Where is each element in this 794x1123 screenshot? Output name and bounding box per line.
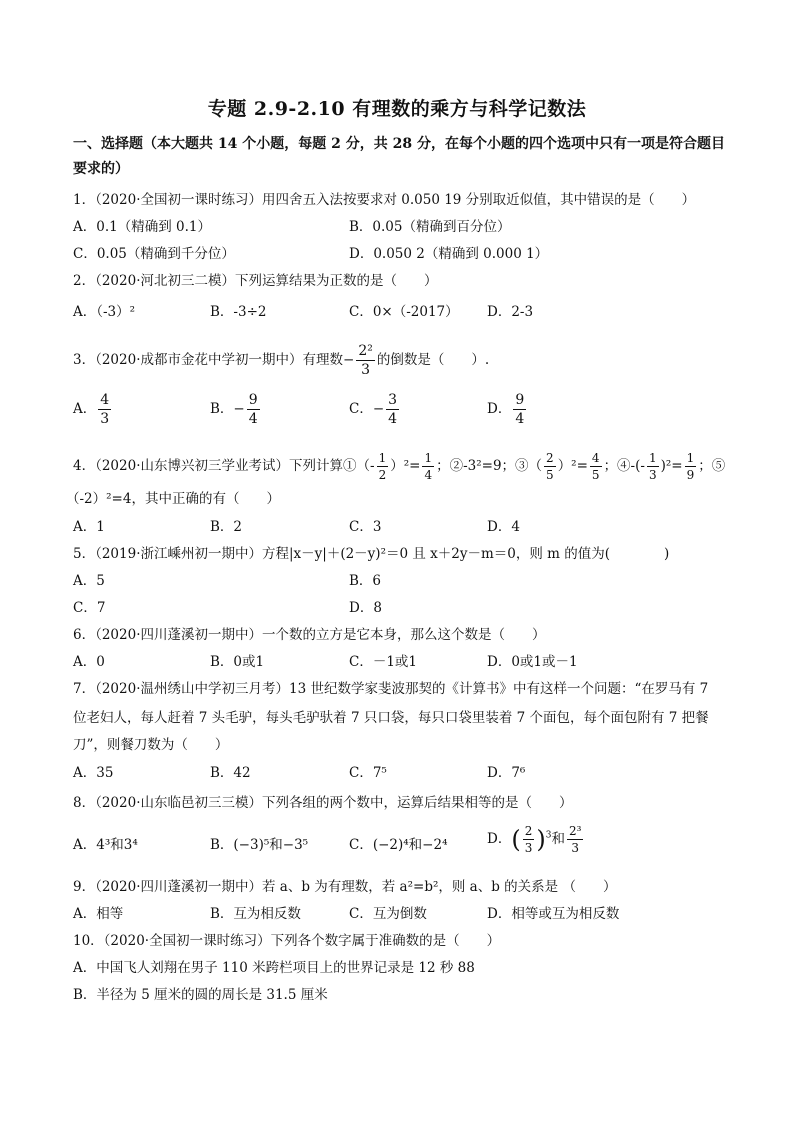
question-7-line-1: 7．（2020·温州绣山中学初三月考）13 世纪数学家斐波那契的《计算书》中有这样一个问题：“在罗马有 7 xyxy=(73,681,709,697)
question-7-line-2: 位老妇人，每人赶着 7 头毛驴，每头毛驴驮着 7 只口袋，每只口袋里装着 7 个面包，每个面包附有 7 把餐 xyxy=(73,710,709,726)
q1-option-c: C．0.05（精确到千分位） xyxy=(73,246,235,262)
question-3-stem: 3．（2020·成都市金花中学初一期中）有理数− $\frac{\text{2²}}{3}$ 的倒数是（ ）. xyxy=(73,343,490,378)
q8-option-a: A．4³和3⁴ xyxy=(73,837,138,853)
q6-option-b: B．0或1 xyxy=(210,654,265,670)
question-7-line-3: 刀”，则餐刀数为（ ） xyxy=(73,737,229,753)
q1-option-d: D．0.050 2（精确到 0.000 1） xyxy=(349,246,549,262)
question-2-stem: 2．（2020·河北初三二模）下列运算结果为正数的是（ ） xyxy=(73,273,438,289)
q4-option-b: B．2 xyxy=(210,519,243,535)
q3-option-b: B．− $\frac{9}{4}$ xyxy=(210,392,258,427)
question-8-stem: 8．（2020·山东临邑初三三模）下列各组的两个数中，运算后结果相等的是（ ） xyxy=(73,795,573,811)
q3-option-d: D． $\frac{9}{4}$ xyxy=(487,392,525,427)
document-title: 专题 2.9-2.10 有理数的乘方与科学记数法 xyxy=(207,98,587,120)
q7-option-d: D．7⁶ xyxy=(487,765,526,781)
q5-option-c: C．7 xyxy=(73,600,106,616)
q10-option-b: B．半径为 5 厘米的圆的周长是 31.5 厘米 xyxy=(73,987,328,1003)
section-heading: 一、选择题（本大题共 14 个小题，每题 2 分，共 28 分，在每个小题的四个选项中只有一项是符合题目要求的） xyxy=(73,136,725,177)
q3-option-a: A． $\frac{4}{3}$ xyxy=(73,392,110,427)
q3-option-c: C．− $\frac{3}{4}$ xyxy=(349,392,398,427)
q2-option-a: A．（-3）² xyxy=(73,304,136,320)
q6-option-c: C．－1或1 xyxy=(349,654,418,670)
q1-option-a: A．0.1（精确到 0.1） xyxy=(73,219,211,235)
question-10-stem: 10．（2020·全国初一课时练习）下列各个数字属于准确数的是（ ） xyxy=(73,933,501,949)
question-9-stem: 9．（2020·四川蓬溪初一期中）若 a、b 为有理数，若 a²=b²，则 a、b 的关系是 （ ） xyxy=(73,879,617,895)
q8-option-b: B．(−3)⁵和−3⁵ xyxy=(210,837,309,853)
q7-option-a: A．35 xyxy=(73,765,114,781)
q9-option-d: D．相等或互为相反数 xyxy=(487,906,620,922)
q9-option-a: A．相等 xyxy=(73,906,124,922)
q5-option-b: B．6 xyxy=(349,573,382,589)
q3-fraction: $\frac{\text{2²}}{3}$ xyxy=(358,343,373,378)
q1-option-b: B．0.05（精确到百分位） xyxy=(349,219,511,235)
q9-option-b: B．互为相反数 xyxy=(210,906,301,922)
q5-option-a: A．5 xyxy=(73,573,105,589)
q6-option-a: A．0 xyxy=(73,654,105,670)
question-4-stem: 4．（2020·山东博兴初三学业考试）下列计算①（- $\frac{1}{2}$ ）²= $\frac{1}{4}$ ；②-3²=9；③（ $\frac{2}{5}$ ）²= $\frac{4}{5}$ ；④-(- $\frac{1}{3}$ )²= $\frac{1}{9}$ ；⑤ xyxy=(73,451,726,482)
q4-option-d: D．4 xyxy=(487,519,520,535)
question-4-line-2: （-2）²=4，其中正确的有（ ） xyxy=(66,491,280,507)
q2-option-d: D．2-3 xyxy=(487,304,534,320)
q2-option-b: B．-3÷2 xyxy=(210,304,267,320)
question-6-stem: 6．（2020·四川蓬溪初一期中）一个数的立方是它本身，那么这个数是（ ） xyxy=(73,627,546,643)
q10-option-a: A．中国飞人刘翔在男子 110 米跨栏项目上的世界记录是 12 秒 88 xyxy=(73,960,475,976)
q9-option-c: C．互为倒数 xyxy=(349,906,427,922)
q8-option-d: D．( $\frac{2}{3}$ )$^3$和 $\frac{\text{2³}}{3}$ xyxy=(487,824,582,855)
q4-option-c: C．3 xyxy=(349,519,382,535)
q4-option-a: A．1 xyxy=(73,519,105,535)
question-5-stem: 5．（2019·浙江嵊州初一期中）方程|x－y|＋(2－y)²＝0 且 x＋2y－m＝0，则 m 的值为( ) xyxy=(73,546,670,562)
q7-option-b: B．42 xyxy=(210,765,251,781)
q6-option-d: D．0或1或－1 xyxy=(487,654,578,670)
q2-option-c: C．0×（-2017） xyxy=(349,304,459,320)
question-1-stem: 1．（2020·全国初一课时练习）用四舍五入法按要求对 0.050 19 分别取近似值，其中错误的是（ ） xyxy=(73,192,696,208)
q8-option-c: C．(−2)⁴和−2⁴ xyxy=(349,837,448,853)
q5-option-d: D．8 xyxy=(349,600,382,616)
q7-option-c: C．7⁵ xyxy=(349,765,387,781)
